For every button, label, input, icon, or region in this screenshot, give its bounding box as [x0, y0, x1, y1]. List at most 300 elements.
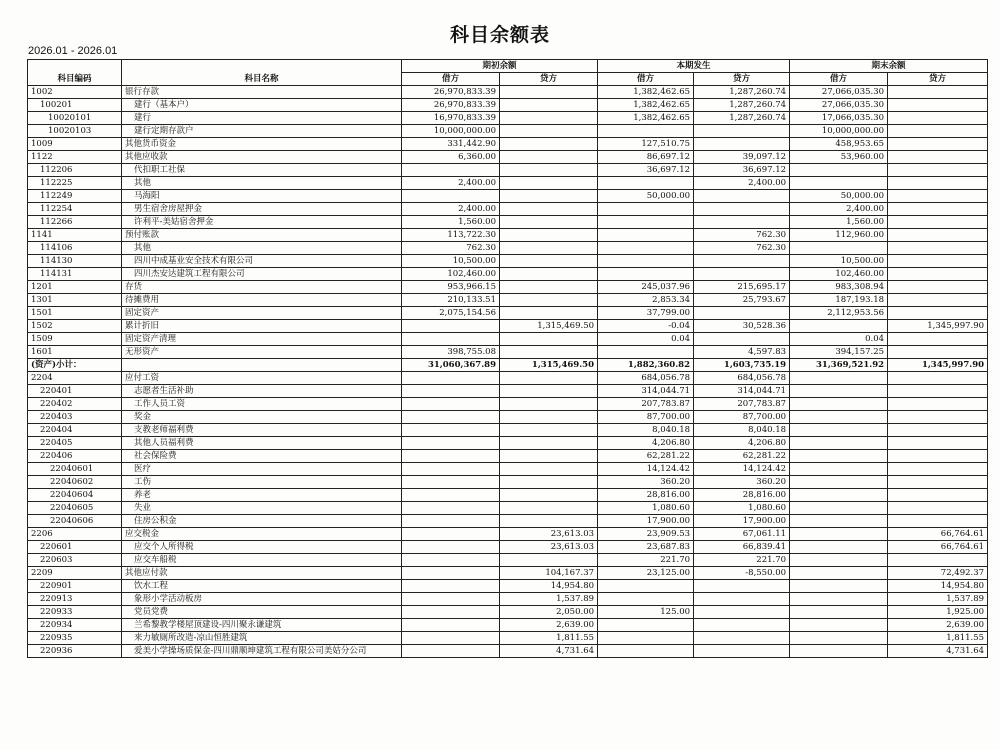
cell-current-credit	[694, 580, 790, 593]
cell-closing-debit	[790, 606, 888, 619]
cell-opening-credit: 1,315,469.50	[500, 359, 598, 372]
cell-current-debit: 1,382,462.65	[598, 112, 694, 125]
cell-current-debit: 1,080.60	[598, 502, 694, 515]
cell-name: 固定资产清理	[122, 333, 402, 346]
cell-name: 象形小学活动板房	[122, 593, 402, 606]
cell-opening-credit	[500, 398, 598, 411]
cell-current-credit: 39,097.12	[694, 151, 790, 164]
cell-current-credit: 207,783.87	[694, 398, 790, 411]
cell-current-debit: 1,882,360.82	[598, 359, 694, 372]
cell-closing-debit	[790, 450, 888, 463]
table-row	[28, 268, 988, 281]
cell-closing-debit: 458,953.65	[790, 138, 888, 151]
cell-opening-credit: 2,050.00	[500, 606, 598, 619]
cell-opening-credit	[500, 268, 598, 281]
cell-code: 220603	[28, 554, 122, 567]
header-opening-credit: 贷方	[500, 73, 598, 86]
cell-opening-debit	[402, 502, 500, 515]
cell-code: 1002	[28, 86, 122, 99]
cell-current-credit: 36,697.12	[694, 164, 790, 177]
cell-current-credit: 221.70	[694, 554, 790, 567]
table-row	[28, 528, 988, 541]
cell-name: 存货	[122, 281, 402, 294]
cell-opening-credit	[500, 450, 598, 463]
cell-closing-debit: 112,960.00	[790, 229, 888, 242]
cell-code: 1601	[28, 346, 122, 359]
cell-opening-credit	[500, 216, 598, 229]
cell-opening-debit: 2,400.00	[402, 203, 500, 216]
cell-current-debit: 207,783.87	[598, 398, 694, 411]
cell-name: 应交个人所得税	[122, 541, 402, 554]
cell-closing-credit	[888, 216, 988, 229]
cell-code: 22040601	[28, 463, 122, 476]
cell-current-credit: 62,281.22	[694, 450, 790, 463]
cell-name: 党员党费	[122, 606, 402, 619]
table-row	[28, 580, 988, 593]
cell-opening-debit: 10,500.00	[402, 255, 500, 268]
cell-name: 其他应付款	[122, 567, 402, 580]
cell-opening-credit	[500, 385, 598, 398]
report-title: 科目余额表	[449, 24, 550, 46]
cell-closing-debit: 187,193.18	[790, 294, 888, 307]
cell-code: 220934	[28, 619, 122, 632]
cell-code: 112225	[28, 177, 122, 190]
table-row	[28, 541, 988, 554]
cell-current-credit: 14,124.42	[694, 463, 790, 476]
table-row	[28, 450, 988, 463]
cell-opening-debit	[402, 385, 500, 398]
header-name: 科目名称	[122, 60, 402, 86]
cell-opening-debit	[402, 424, 500, 437]
cell-opening-credit	[500, 502, 598, 515]
cell-current-debit: 1,382,462.65	[598, 86, 694, 99]
cell-opening-debit: 102,460.00	[402, 268, 500, 281]
header-current: 本期发生	[598, 60, 790, 73]
cell-code: 10020101	[28, 112, 122, 125]
cell-closing-debit	[790, 476, 888, 489]
cell-opening-debit	[402, 606, 500, 619]
cell-code: 22040605	[28, 502, 122, 515]
table-row	[28, 619, 988, 632]
header-current-debit: 借方	[598, 73, 694, 86]
cell-code: 112249	[28, 190, 122, 203]
cell-opening-credit: 23,613.03	[500, 528, 598, 541]
cell-opening-credit: 4,731.64	[500, 645, 598, 658]
cell-opening-debit: 953,966.15	[402, 281, 500, 294]
header-opening: 期初余额	[402, 60, 598, 73]
cell-closing-debit: 27,066,035.30	[790, 99, 888, 112]
cell-opening-debit: 26,970,833.39	[402, 99, 500, 112]
cell-current-debit	[598, 619, 694, 632]
cell-closing-credit: 66,764.61	[888, 541, 988, 554]
cell-opening-credit	[500, 554, 598, 567]
cell-closing-debit	[790, 632, 888, 645]
cell-opening-credit	[500, 307, 598, 320]
cell-current-debit	[598, 593, 694, 606]
cell-current-credit: 1,603,735.19	[694, 359, 790, 372]
cell-closing-credit	[888, 164, 988, 177]
cell-code: 220901	[28, 580, 122, 593]
cell-current-credit	[694, 307, 790, 320]
cell-closing-debit	[790, 437, 888, 450]
cell-code: 220936	[28, 645, 122, 658]
table-row	[28, 476, 988, 489]
cell-closing-credit: 1,537.89	[888, 593, 988, 606]
cell-closing-debit	[790, 411, 888, 424]
cell-closing-credit: 1,811.55	[888, 632, 988, 645]
cell-closing-credit	[888, 86, 988, 99]
cell-opening-debit	[402, 593, 500, 606]
cell-closing-credit	[888, 268, 988, 281]
cell-code: 1509	[28, 333, 122, 346]
cell-opening-credit	[500, 125, 598, 138]
cell-name: 来力敏厕所改造-凉山恒胜建筑	[122, 632, 402, 645]
cell-current-credit	[694, 138, 790, 151]
cell-current-credit: 215,695.17	[694, 281, 790, 294]
cell-opening-credit	[500, 424, 598, 437]
cell-opening-debit: 398,755.08	[402, 346, 500, 359]
cell-current-debit: 1,382,462.65	[598, 99, 694, 112]
cell-opening-debit: 2,075,154.56	[402, 307, 500, 320]
cell-current-debit: 28,816.00	[598, 489, 694, 502]
cell-closing-credit: 72,492.37	[888, 567, 988, 580]
cell-name: 应交车船税	[122, 554, 402, 567]
cell-code: 2209	[28, 567, 122, 580]
header-opening-debit: 借方	[402, 73, 500, 86]
cell-current-debit	[598, 632, 694, 645]
cell-opening-credit	[500, 489, 598, 502]
cell-closing-debit: 27,066,035.30	[790, 86, 888, 99]
cell-opening-debit: 2,400.00	[402, 177, 500, 190]
cell-opening-debit	[402, 411, 500, 424]
cell-opening-credit	[500, 411, 598, 424]
cell-current-credit	[694, 190, 790, 203]
cell-name: 建行（基本户）	[122, 99, 402, 112]
cell-code: 114106	[28, 242, 122, 255]
table-row	[28, 632, 988, 645]
cell-closing-debit	[790, 398, 888, 411]
cell-name: 支教老师福利费	[122, 424, 402, 437]
cell-opening-debit	[402, 463, 500, 476]
cell-current-debit: 245,037.96	[598, 281, 694, 294]
cell-current-debit	[598, 268, 694, 281]
cell-current-debit: 87,700.00	[598, 411, 694, 424]
cell-current-credit	[694, 606, 790, 619]
cell-closing-debit	[790, 593, 888, 606]
cell-closing-debit: 10,500.00	[790, 255, 888, 268]
cell-current-debit: 23,909.53	[598, 528, 694, 541]
cell-current-credit	[694, 645, 790, 658]
cell-current-debit: 8,040.18	[598, 424, 694, 437]
cell-closing-debit	[790, 645, 888, 658]
cell-opening-debit	[402, 645, 500, 658]
cell-name: 男生宿舍房屋押金	[122, 203, 402, 216]
table-row	[28, 645, 988, 658]
cell-name: 其他应收款	[122, 151, 402, 164]
cell-closing-debit	[790, 164, 888, 177]
cell-name: 兰希黎教学楼屋顶建设-四川聚永谦建筑	[122, 619, 402, 632]
cell-name: 志愿者生活补助	[122, 385, 402, 398]
cell-name: 应交税金	[122, 528, 402, 541]
cell-opening-credit	[500, 242, 598, 255]
cell-closing-debit	[790, 580, 888, 593]
report-period: 2026.01 - 2026.01	[28, 45, 118, 57]
cell-closing-debit: 102,460.00	[790, 268, 888, 281]
cell-code: 114131	[28, 268, 122, 281]
table-row	[28, 294, 988, 307]
subtotal-row	[28, 359, 988, 372]
cell-closing-credit	[888, 489, 988, 502]
cell-opening-credit: 104,167.37	[500, 567, 598, 580]
cell-code: 112254	[28, 203, 122, 216]
cell-closing-credit	[888, 307, 988, 320]
cell-current-credit: 1,287,260.74	[694, 99, 790, 112]
cell-name: 马海阳	[122, 190, 402, 203]
cell-opening-debit	[402, 164, 500, 177]
cell-name: 奖金	[122, 411, 402, 424]
cell-current-debit	[598, 255, 694, 268]
cell-name: 四川杰安达建筑工程有限公司	[122, 268, 402, 281]
header-closing-credit: 贷方	[888, 73, 988, 86]
cell-current-credit	[694, 125, 790, 138]
cell-name: 固定资产	[122, 307, 402, 320]
cell-opening-credit: 14,954.80	[500, 580, 598, 593]
cell-current-debit: 50,000.00	[598, 190, 694, 203]
cell-current-debit: 360.20	[598, 476, 694, 489]
cell-closing-debit: 10,000,000.00	[790, 125, 888, 138]
cell-closing-debit	[790, 554, 888, 567]
cell-current-credit	[694, 619, 790, 632]
table-row	[28, 86, 988, 99]
cell-closing-debit	[790, 541, 888, 554]
cell-closing-credit	[888, 385, 988, 398]
cell-opening-debit	[402, 541, 500, 554]
cell-name: 医疗	[122, 463, 402, 476]
table-row	[28, 489, 988, 502]
cell-closing-debit: 17,066,035.30	[790, 112, 888, 125]
cell-opening-credit	[500, 476, 598, 489]
cell-closing-debit	[790, 320, 888, 333]
cell-name: 其他	[122, 242, 402, 255]
cell-closing-credit: 4,731.64	[888, 645, 988, 658]
cell-name: 建行定期存款户	[122, 125, 402, 138]
table-row	[28, 177, 988, 190]
cell-closing-debit: 50,000.00	[790, 190, 888, 203]
cell-opening-debit	[402, 190, 500, 203]
cell-opening-debit: 113,722.30	[402, 229, 500, 242]
cell-closing-credit: 2,639.00	[888, 619, 988, 632]
table-row	[28, 554, 988, 567]
cell-code: 220402	[28, 398, 122, 411]
cell-code: 114130	[28, 255, 122, 268]
cell-code: (资产)小计：	[28, 359, 122, 372]
cell-opening-credit	[500, 190, 598, 203]
cell-closing-debit	[790, 177, 888, 190]
cell-current-debit	[598, 125, 694, 138]
cell-name: 其他人员福利费	[122, 437, 402, 450]
cell-opening-debit	[402, 398, 500, 411]
cell-name: 爱美小学操场质保金-四川鼎顺坤建筑工程有限公司美姑分公司	[122, 645, 402, 658]
table-row	[28, 281, 988, 294]
balance-table	[27, 59, 988, 658]
cell-current-credit: 87,700.00	[694, 411, 790, 424]
header-code: 科目编码	[28, 60, 122, 86]
cell-opening-debit	[402, 476, 500, 489]
cell-closing-debit	[790, 567, 888, 580]
cell-current-debit: 23,687.83	[598, 541, 694, 554]
cell-closing-credit	[888, 229, 988, 242]
cell-closing-credit	[888, 294, 988, 307]
table-row	[28, 502, 988, 515]
cell-closing-credit	[888, 411, 988, 424]
table-row	[28, 99, 988, 112]
cell-name: 许利平-美姑宿舍押金	[122, 216, 402, 229]
cell-name: 其他货币资金	[122, 138, 402, 151]
cell-current-debit	[598, 580, 694, 593]
cell-current-debit	[598, 645, 694, 658]
cell-closing-debit	[790, 385, 888, 398]
cell-closing-credit	[888, 203, 988, 216]
cell-code: 112266	[28, 216, 122, 229]
cell-code: 2204	[28, 372, 122, 385]
table-row	[28, 229, 988, 242]
cell-opening-debit	[402, 489, 500, 502]
cell-code: 220403	[28, 411, 122, 424]
table-row	[28, 320, 988, 333]
cell-current-debit: 23,125.00	[598, 567, 694, 580]
table-row	[28, 567, 988, 580]
cell-closing-credit	[888, 346, 988, 359]
cell-code: 220913	[28, 593, 122, 606]
cell-name: 预付账款	[122, 229, 402, 242]
cell-closing-credit	[888, 177, 988, 190]
cell-closing-credit: 1,345,997.90	[888, 359, 988, 372]
cell-name: 无形资产	[122, 346, 402, 359]
cell-opening-debit	[402, 580, 500, 593]
cell-opening-debit	[402, 515, 500, 528]
cell-current-credit: 1,080.60	[694, 502, 790, 515]
table-row	[28, 346, 988, 359]
cell-current-credit: -8,550.00	[694, 567, 790, 580]
cell-current-debit: 14,124.42	[598, 463, 694, 476]
header-closing: 期末余额	[790, 60, 988, 73]
cell-closing-debit	[790, 619, 888, 632]
cell-closing-debit: 394,157.25	[790, 346, 888, 359]
cell-closing-credit	[888, 372, 988, 385]
cell-opening-credit	[500, 203, 598, 216]
cell-opening-credit: 23,613.03	[500, 541, 598, 554]
cell-code: 1122	[28, 151, 122, 164]
cell-current-credit: 762.30	[694, 229, 790, 242]
cell-current-credit: 1,287,260.74	[694, 86, 790, 99]
table-row	[28, 151, 988, 164]
cell-name: 银行存款	[122, 86, 402, 99]
cell-opening-credit	[500, 281, 598, 294]
table-row	[28, 606, 988, 619]
cell-opening-credit: 1,537.89	[500, 593, 598, 606]
cell-current-credit: 25,793.67	[694, 294, 790, 307]
cell-name: 应付工资	[122, 372, 402, 385]
cell-closing-debit: 0.04	[790, 333, 888, 346]
cell-current-debit: -0.04	[598, 320, 694, 333]
cell-current-credit: 30,528.36	[694, 320, 790, 333]
cell-code: 22040606	[28, 515, 122, 528]
cell-current-credit: 762.30	[694, 242, 790, 255]
cell-closing-credit	[888, 151, 988, 164]
cell-closing-debit: 2,112,953.56	[790, 307, 888, 320]
cell-closing-credit	[888, 463, 988, 476]
cell-code: 1301	[28, 294, 122, 307]
cell-code: 220401	[28, 385, 122, 398]
cell-current-credit	[694, 203, 790, 216]
cell-current-debit: 37,799.00	[598, 307, 694, 320]
cell-current-credit: 67,061.11	[694, 528, 790, 541]
cell-name: 其他	[122, 177, 402, 190]
cell-name: 社会保险费	[122, 450, 402, 463]
cell-name: 工伤	[122, 476, 402, 489]
cell-current-credit	[694, 632, 790, 645]
cell-current-debit: 36,697.12	[598, 164, 694, 177]
cell-code: 1502	[28, 320, 122, 333]
cell-opening-credit	[500, 294, 598, 307]
cell-current-debit: 86,697.12	[598, 151, 694, 164]
table-body	[28, 86, 988, 658]
cell-closing-debit	[790, 515, 888, 528]
cell-code: 22040604	[28, 489, 122, 502]
cell-current-credit: 1,287,260.74	[694, 112, 790, 125]
cell-opening-debit	[402, 450, 500, 463]
cell-closing-debit	[790, 489, 888, 502]
cell-closing-credit	[888, 125, 988, 138]
cell-opening-debit: 26,970,833.39	[402, 86, 500, 99]
cell-code: 2206	[28, 528, 122, 541]
cell-opening-debit: 6,360.00	[402, 151, 500, 164]
cell-opening-debit	[402, 528, 500, 541]
cell-code: 1009	[28, 138, 122, 151]
table-row	[28, 411, 988, 424]
cell-name: 累计折旧	[122, 320, 402, 333]
cell-opening-debit: 762.30	[402, 242, 500, 255]
cell-name: 建行	[122, 112, 402, 125]
cell-current-debit: 314,044.71	[598, 385, 694, 398]
cell-current-credit	[694, 255, 790, 268]
cell-code: 22040602	[28, 476, 122, 489]
table-row	[28, 463, 988, 476]
cell-code: 220601	[28, 541, 122, 554]
cell-current-credit	[694, 216, 790, 229]
cell-code: 220404	[28, 424, 122, 437]
header-closing-debit: 借方	[790, 73, 888, 86]
cell-opening-credit	[500, 177, 598, 190]
cell-current-credit	[694, 593, 790, 606]
cell-opening-credit	[500, 229, 598, 242]
cell-current-credit: 28,816.00	[694, 489, 790, 502]
table-row	[28, 255, 988, 268]
cell-closing-credit	[888, 424, 988, 437]
cell-current-credit: 66,839.41	[694, 541, 790, 554]
cell-opening-debit	[402, 437, 500, 450]
cell-opening-debit: 31,060,367.89	[402, 359, 500, 372]
cell-opening-credit	[500, 255, 598, 268]
cell-current-debit	[598, 346, 694, 359]
cell-closing-credit	[888, 398, 988, 411]
cell-closing-credit: 1,925.00	[888, 606, 988, 619]
cell-current-debit: 4,206.80	[598, 437, 694, 450]
table-row	[28, 242, 988, 255]
cell-current-debit	[598, 177, 694, 190]
cell-closing-credit	[888, 190, 988, 203]
cell-opening-credit	[500, 372, 598, 385]
